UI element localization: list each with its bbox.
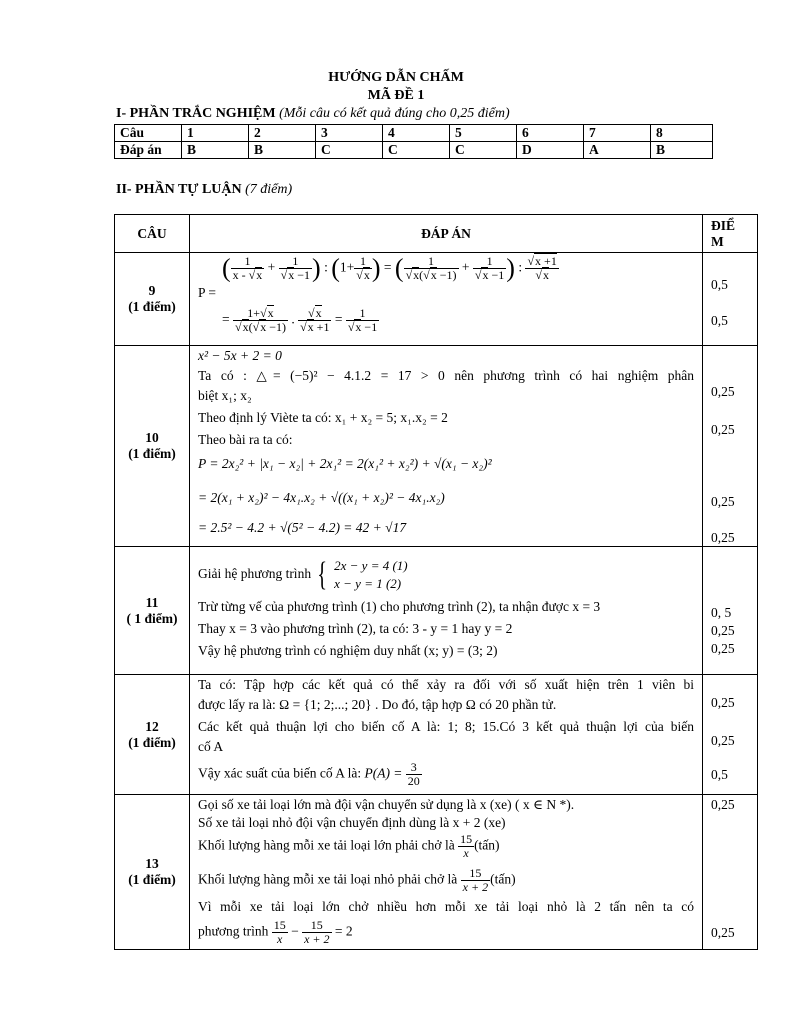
- given-line: Theo bài ra ta có:: [198, 432, 293, 447]
- question-10-answer: [190, 346, 703, 547]
- mc-question: 3: [316, 125, 383, 142]
- mc-answer: C: [316, 142, 383, 159]
- small-trucks-line: Số xe tải loại nhỏ đội vận chuyển định dùng là x + 2 (xe): [198, 815, 506, 830]
- distinct-roots-line: biệt x₁; x₂: [198, 388, 252, 403]
- probability-intro: Vậy xác suất của biến cố A là:: [198, 765, 362, 781]
- solution-line: Vậy hệ phương trình có nghiệm duy nhất (x; y) = (3; 2): [198, 643, 498, 658]
- mc-question: 1: [182, 125, 249, 142]
- question-9-scores: [703, 253, 758, 346]
- system-line: [198, 557, 408, 593]
- section-1-note: (Mỗi câu có kết quả đúng cho 0,25 điểm): [279, 106, 510, 121]
- large-load-fraction: [458, 833, 474, 860]
- probability-denominator: 20: [407, 774, 420, 788]
- equation-fraction-1: [272, 919, 288, 946]
- question-9-row: [115, 253, 758, 346]
- probability-numerator: 3: [406, 761, 422, 775]
- mc-question: 7: [584, 125, 651, 142]
- doc-subtitle: MÃ ĐỀ 1: [367, 88, 425, 103]
- question-12-row: [115, 675, 758, 795]
- fraction-denominator: x: [277, 932, 283, 946]
- question-13-cell: [115, 795, 190, 950]
- question-13-answer: [190, 795, 703, 950]
- question-number: 11: [145, 594, 159, 610]
- question-points: (1 điểm): [128, 299, 176, 314]
- small-load-line: [198, 867, 516, 894]
- section-1-label: I- PHẦN TRẮC NGHIỆM: [116, 106, 276, 121]
- header-score-line2: M: [711, 233, 724, 249]
- score: 0,5: [711, 313, 728, 328]
- mc-question: 8: [651, 125, 713, 142]
- brace-icon: {: [317, 556, 328, 593]
- header-question: CÂU: [115, 215, 190, 253]
- score: 0,25: [711, 530, 735, 545]
- vieta-line: Theo định lý Viète ta có: x₁ + x₂ = 5; x₁.x₂ = 2: [198, 410, 448, 425]
- question-11-answer: [190, 547, 703, 675]
- question-10-row: [115, 346, 758, 547]
- mc-row-label: Câu: [115, 125, 182, 142]
- quadratic-equation: x² − 5x + 2 = 0: [198, 348, 282, 363]
- fraction-numerator: 15: [460, 832, 473, 846]
- mc-question: 4: [383, 125, 450, 142]
- unit: (tấn): [474, 837, 500, 853]
- p-expression-line2: = $\frac{1+√x}{√x(√x -1)}$ . $\frac{√x}{√x +1}$ = $\frac{1}{√x -1}$: [222, 306, 378, 334]
- large-load-line: [198, 833, 500, 860]
- mc-answer: A: [584, 142, 651, 159]
- score: 0,25: [711, 623, 735, 638]
- equation-fraction-2: [302, 919, 331, 946]
- score: 0, 5: [711, 605, 732, 620]
- question-points: ( 1 điểm): [126, 610, 178, 626]
- sample-space-line2: được lấy ra là: Ω = {1; 2;...; 20} . Do đó, tập hợp Ω có 20 phần tử.: [198, 697, 557, 712]
- fraction-numerator: 15: [273, 918, 286, 932]
- question-13-scores: [703, 795, 758, 950]
- equation-rhs: = 2: [334, 923, 353, 939]
- question-number: 10: [145, 430, 159, 445]
- mc-answer: B: [182, 142, 249, 159]
- large-load-text: Khối lượng hàng mỗi xe tải loại lớn phải chở là: [198, 837, 455, 853]
- score: 0,25: [711, 422, 735, 437]
- question-10-scores: [703, 346, 758, 547]
- mc-answer: C: [450, 142, 517, 159]
- mc-question: 5: [450, 125, 517, 142]
- fraction-denominator: x + 2: [462, 880, 489, 894]
- question-9-answer: [190, 253, 703, 346]
- equation-system: [334, 557, 408, 593]
- system-eq-2: x − y = 1 (2): [334, 576, 402, 591]
- fraction-denominator: x: [463, 846, 469, 860]
- question-12-answer: [190, 675, 703, 795]
- score: 0,25: [711, 797, 735, 812]
- score: 0,25: [711, 925, 735, 940]
- p-label: P =: [198, 285, 216, 300]
- question-points: (1 điểm): [128, 872, 176, 887]
- question-number: 12: [145, 718, 159, 734]
- header-score-line1: ĐIỂ: [711, 217, 736, 233]
- score: 0,5: [711, 767, 728, 782]
- substitute-line: Thay x = 3 vào phương trình (2), ta có: 3 - y = 1 hay y = 2: [198, 621, 513, 636]
- variable-line: Gọi số xe tải loại lớn mà đội vận chuyển sử dụng là x (xe) ( x ∈ N *).: [198, 797, 575, 812]
- unit: (tấn): [490, 871, 516, 887]
- score: 0,25: [711, 641, 735, 656]
- question-12-cell: [115, 675, 190, 795]
- question-11-scores: [703, 547, 758, 675]
- header-answer: ĐÁP ÁN: [190, 215, 703, 253]
- question-12-scores: [703, 675, 758, 795]
- score: 0,25: [711, 695, 735, 710]
- probability-line: [198, 761, 422, 788]
- table-header-row: [115, 215, 758, 253]
- multiple-choice-table: [114, 124, 713, 159]
- system-intro: Giải hệ phương trình: [198, 566, 312, 582]
- small-load-fraction: [461, 867, 490, 894]
- small-load-text: Khối lượng hàng mỗi xe tải loại nhỏ phải chở là: [198, 871, 458, 887]
- question-13-row: [115, 795, 758, 950]
- mc-answer-row: [115, 142, 713, 159]
- section-1-heading: [116, 106, 510, 122]
- mc-answer: D: [517, 142, 584, 159]
- question-11-cell: [115, 547, 190, 675]
- question-9-cell: [115, 253, 190, 346]
- condition-line: Vì mỗi xe tải loại lớn chở nhiều hơn mỗi xe tải loại nhỏ là 2 tấn nên ta có: [198, 899, 694, 914]
- question-points: (1 điểm): [128, 734, 176, 750]
- favorable-line1: Các kết quả thuận lợi cho biến cố A là: 1; 8; 15.Có 3 kết quả thuận lợi của biến: [198, 719, 694, 734]
- favorable-line2: cố A: [198, 739, 224, 754]
- mc-question: 2: [249, 125, 316, 142]
- score: 0,25: [711, 384, 735, 399]
- essay-answer-table: [114, 214, 758, 950]
- header-score: [703, 215, 758, 253]
- section-2-heading: [116, 182, 292, 198]
- fraction-denominator: x + 2: [304, 932, 330, 946]
- mc-answer: C: [383, 142, 450, 159]
- final-equation-line: phương trình $\frac{15}{x}$ − $\frac{15}{x + 2}$ = 2: [198, 918, 353, 946]
- doc-title: HƯỚNG DẪN CHẤM: [328, 70, 464, 85]
- score: 0,25: [711, 494, 735, 509]
- p-formula-line2: = 2(x₁ + x₂)² − 4x₁.x₂ + √((x₁ + x₂)² − 4x₁.x₂): [198, 490, 445, 505]
- fraction-numerator: 15: [461, 867, 490, 881]
- mc-answer: B: [651, 142, 713, 159]
- question-11-row: [115, 547, 758, 675]
- question-number: 9: [148, 283, 156, 298]
- mc-row-label: Đáp án: [115, 142, 182, 159]
- question-points: (1 điểm): [128, 446, 176, 461]
- section-2-note: (7 điểm): [245, 182, 293, 197]
- fraction-numerator: 15: [302, 919, 331, 933]
- score: 0,25: [711, 733, 735, 748]
- sample-space-line1: Ta có: Tập hợp các kết quả có thể xảy ra đối với số xuất hiện trên 1 viên bi: [198, 677, 694, 692]
- question-number: 13: [145, 856, 159, 871]
- mc-question-row: [115, 125, 713, 142]
- equation-intro: phương trình: [198, 923, 269, 939]
- p-expression-line1: ( $\frac{1}{x - √x}$ + $\frac{1}{√x -1}$ ) : (1+ $\frac{1}{√x}$ ) = ( $\frac{1}{√x(√x -1)}$ + $\frac{1}{√x -1}$ ) : $\frac{√x +1}{√x}$: [222, 253, 557, 283]
- p-formula-line3: = 2.5² − 4.2 + √(5² − 4.2) = 42 + √17: [198, 520, 407, 535]
- section-2-label: II- PHẦN TỰ LUẬN: [116, 182, 242, 197]
- probability-fraction: [406, 761, 422, 788]
- p-formula-line1: P = 2x₂² + |x₁ − x₂| + 2x₁² = 2(x₁² + x₂²) + √(x₁ − x₂)²: [198, 456, 492, 471]
- score: 0,5: [711, 277, 728, 292]
- discriminant-line: Ta có : △= (−5)² − 4.1.2 = 17 > 0 nên phương trình có hai nghiệm phân: [198, 368, 694, 383]
- system-eq-1: 2x − y = 4 (1): [334, 558, 408, 573]
- mc-answer: B: [249, 142, 316, 159]
- mc-question: 6: [517, 125, 584, 142]
- probability-lhs: P(A) =: [364, 765, 403, 781]
- question-10-cell: [115, 346, 190, 547]
- subtract-line: Trừ từng vế của phương trình (1) cho phương trình (2), ta nhận được x = 3: [198, 599, 601, 614]
